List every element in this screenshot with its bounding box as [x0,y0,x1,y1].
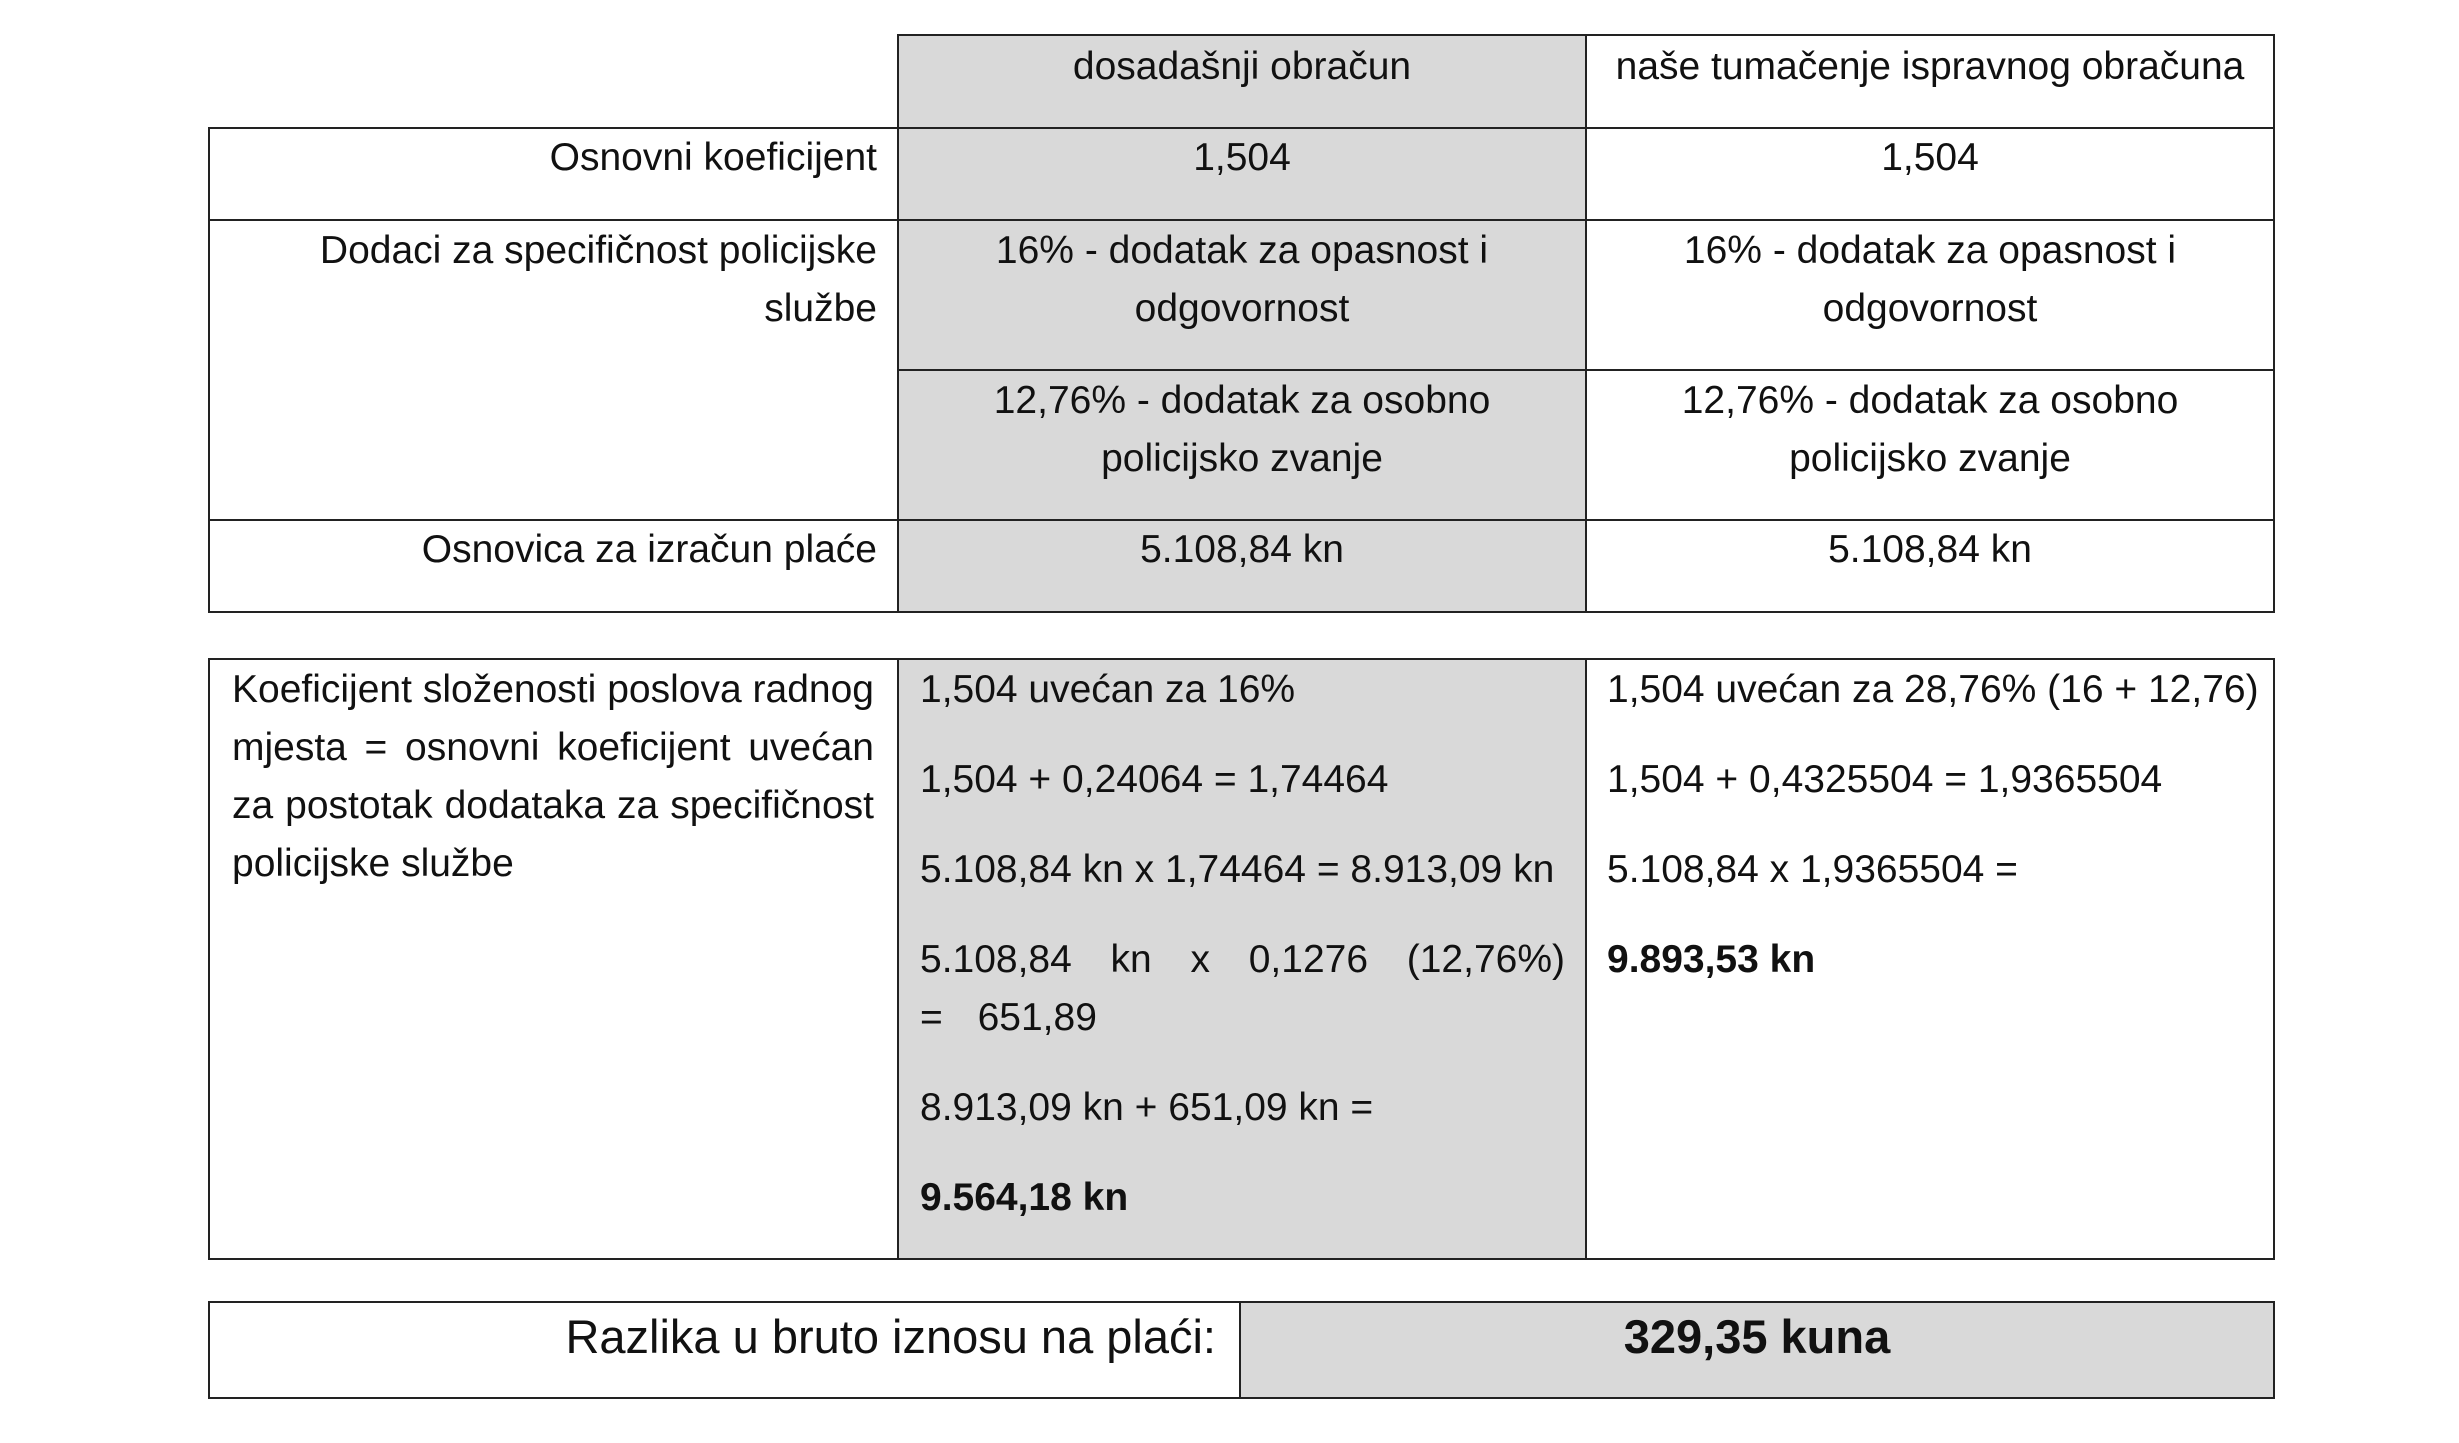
label-basic-coefficient: Osnovni koeficijent [549,136,877,179]
header-current-calculation: dosadašnji obračun [1072,45,1412,88]
correct-calculation-steps [1607,661,2267,989]
header-correct-calculation: naše tumačenje ispravnog obračuna [1615,45,2245,88]
calc-step: 1,504 uvećan za 16% [920,668,1296,711]
value-danger-allowance-current: 16% - dodatak za opasnost i odgovornost [995,229,1489,330]
current-calculation-steps [920,661,1565,1227]
value-gross-difference: 329,35 kuna [1623,1310,1891,1363]
label-salary-base: Osnovica za izračun plaće [421,528,877,571]
value-basic-coefficient-current: 1,504 [1193,136,1291,179]
value-danger-allowance-correct: 16% - dodatak za opasnost i odgovornost [1683,229,2177,330]
label-gross-difference: Razlika u bruto iznosu na plaći: [565,1310,1216,1363]
calc-step: 5.108,84 kn x 1,74464 = 8.913,09 kn [920,848,1555,891]
value-rank-allowance-current: 12,76% - dodatak za osobno policijsko zvanje [993,379,1491,480]
value-salary-base-correct: 5.108,84 kn [1828,528,2032,571]
label-allowances: Dodaci za specifičnost policijske službe [319,229,877,330]
calc-step: 1,504 + 0,4325504 = 1,9365504 [1607,758,2163,801]
calc-step: 8.913,09 kn + 651,09 kn = [920,1086,1374,1129]
calc-result-current: 9.564,18 kn [920,1176,1129,1219]
label-complexity-coefficient: Koeficijent složenosti poslova radnog mjesta = osnovni koeficijent uvećan za postotak dodataka za specifičnost policijske službe [232,668,874,885]
calc-step: 1,504 + 0,24064 = 1,74464 [920,758,1389,801]
calc-step: 5.108,84 x 1,9365504 = [1607,848,2018,891]
calc-step: 5.108,84 kn x 0,1276 (12,76%) = 651,89 [920,938,1565,1039]
calc-result-correct: 9.893,53 kn [1607,938,1816,981]
value-salary-base-current: 5.108,84 kn [1140,528,1344,571]
value-rank-allowance-correct: 12,76% - dodatak za osobno policijsko zvanje [1681,379,2179,480]
value-basic-coefficient-correct: 1,504 [1881,136,1979,179]
calc-step: 1,504 uvećan za 28,76% (16 + 12,76) [1607,668,2259,711]
